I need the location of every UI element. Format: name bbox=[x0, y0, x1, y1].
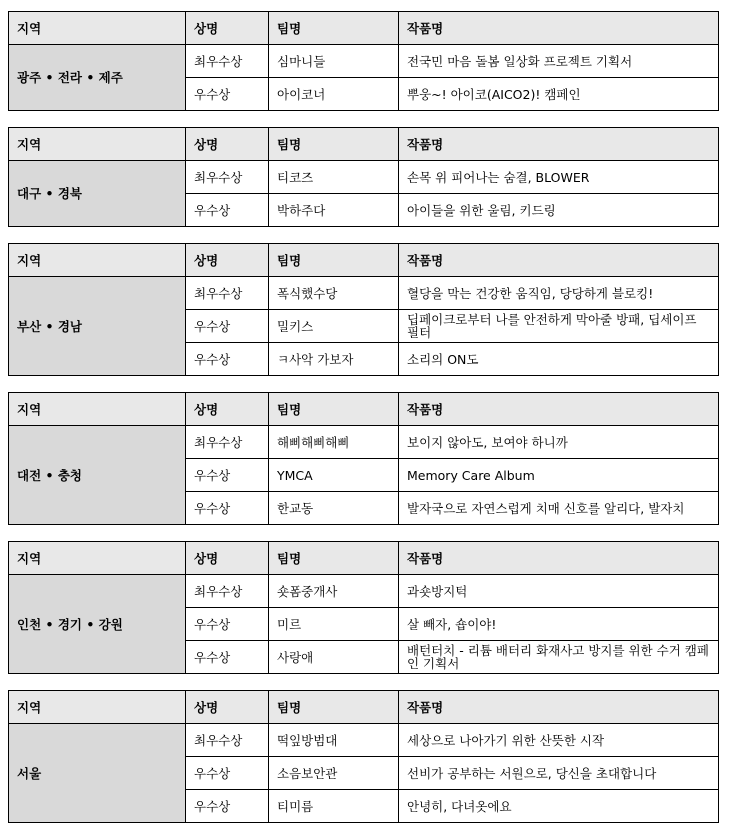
header-region: 지역 bbox=[9, 393, 186, 426]
award-cell: 최우수상 bbox=[186, 575, 269, 608]
award-cell: 최우수상 bbox=[186, 45, 269, 78]
work-cell: 살 빼자, 숍이야! bbox=[399, 608, 719, 641]
header-region: 지역 bbox=[9, 128, 186, 161]
work-cell: 아이들을 위한 울림, 키드링 bbox=[399, 194, 719, 227]
header-work: 작품명 bbox=[399, 393, 719, 426]
award-table bbox=[8, 11, 719, 111]
table-row bbox=[9, 575, 719, 608]
team-cell: 해삐해삐해삐 bbox=[269, 426, 399, 459]
award-cell: 최우수상 bbox=[186, 161, 269, 194]
work-cell: 혈당을 막는 건강한 움직임, 당당하게 블로킹! bbox=[399, 277, 719, 310]
work-cell: 발자국으로 자연스럽게 치매 신호를 알리다, 발자치 bbox=[399, 492, 719, 525]
header-team: 팀명 bbox=[269, 128, 399, 161]
header-work: 작품명 bbox=[399, 12, 719, 45]
award-table bbox=[8, 690, 719, 823]
table-row bbox=[9, 161, 719, 194]
award-cell: 최우수상 bbox=[186, 426, 269, 459]
region-name: 대구 • 경북 bbox=[9, 161, 186, 227]
award-cell: 최우수상 bbox=[186, 277, 269, 310]
award-cell: 우수상 bbox=[186, 78, 269, 111]
header-region: 지역 bbox=[9, 12, 186, 45]
work-cell: 과숏방지턱 bbox=[399, 575, 719, 608]
table-header-row bbox=[9, 244, 719, 277]
header-award: 상명 bbox=[186, 393, 269, 426]
header-work: 작품명 bbox=[399, 542, 719, 575]
region-name: 부산 • 경남 bbox=[9, 277, 186, 376]
award-cell: 우수상 bbox=[186, 757, 269, 790]
award-cell: 우수상 bbox=[186, 641, 269, 674]
table-header-row bbox=[9, 128, 719, 161]
table-header-row bbox=[9, 691, 719, 724]
team-cell: 티코즈 bbox=[269, 161, 399, 194]
team-cell: ㅋ사악 가보자 bbox=[269, 343, 399, 376]
work-cell: 전국민 마음 돌봄 일상화 프로젝트 기획서 bbox=[399, 45, 719, 78]
header-region: 지역 bbox=[9, 244, 186, 277]
team-cell: 한교동 bbox=[269, 492, 399, 525]
award-table bbox=[8, 392, 719, 525]
header-team: 팀명 bbox=[269, 244, 399, 277]
header-team: 팀명 bbox=[269, 393, 399, 426]
region-name: 인천 • 경기 • 강원 bbox=[9, 575, 186, 674]
team-cell: 박하주다 bbox=[269, 194, 399, 227]
table-header-row bbox=[9, 12, 719, 45]
table-header-row bbox=[9, 393, 719, 426]
header-team: 팀명 bbox=[269, 542, 399, 575]
header-award: 상명 bbox=[186, 128, 269, 161]
table-row bbox=[9, 45, 719, 78]
work-cell: 선비가 공부하는 서원으로, 당신을 초대합니다 bbox=[399, 757, 719, 790]
header-region: 지역 bbox=[9, 691, 186, 724]
work-cell: Memory Care Album bbox=[399, 459, 719, 492]
award-cell: 우수상 bbox=[186, 459, 269, 492]
award-cell: 최우수상 bbox=[186, 724, 269, 757]
team-cell: YMCA bbox=[269, 459, 399, 492]
award-cell: 우수상 bbox=[186, 310, 269, 343]
table-row bbox=[9, 277, 719, 310]
work-cell: 안녕히, 다녀옷에요 bbox=[399, 790, 719, 823]
team-cell: 티미름 bbox=[269, 790, 399, 823]
region-name: 광주 • 전라 • 제주 bbox=[9, 45, 186, 111]
header-work: 작품명 bbox=[399, 128, 719, 161]
team-cell: 폭식했수당 bbox=[269, 277, 399, 310]
header-work: 작품명 bbox=[399, 691, 719, 724]
work-cell: 뿌웅~! 아이코(AICO2)! 캠페인 bbox=[399, 78, 719, 111]
header-award: 상명 bbox=[186, 12, 269, 45]
award-table bbox=[8, 127, 719, 227]
header-award: 상명 bbox=[186, 542, 269, 575]
header-work: 작품명 bbox=[399, 244, 719, 277]
header-award: 상명 bbox=[186, 244, 269, 277]
header-region: 지역 bbox=[9, 542, 186, 575]
work-cell: 소리의 ON도 bbox=[399, 343, 719, 376]
award-table bbox=[8, 243, 719, 376]
header-team: 팀명 bbox=[269, 691, 399, 724]
work-cell: 보이지 않아도, 보여야 하니까 bbox=[399, 426, 719, 459]
work-cell: 배턴터치 - 리튬 배터리 화재사고 방지를 위한 수거 캠페인 기획서 bbox=[399, 641, 719, 674]
award-cell: 우수상 bbox=[186, 790, 269, 823]
region-name: 대전 • 충청 bbox=[9, 426, 186, 525]
team-cell: 미르 bbox=[269, 608, 399, 641]
table-row bbox=[9, 724, 719, 757]
team-cell: 밀키스 bbox=[269, 310, 399, 343]
award-cell: 우수상 bbox=[186, 194, 269, 227]
table-header-row bbox=[9, 542, 719, 575]
table-row bbox=[9, 426, 719, 459]
work-cell: 딥페이크로부터 나를 안전하게 막아줄 방패, 딥세이프 필터 bbox=[399, 310, 719, 343]
header-award: 상명 bbox=[186, 691, 269, 724]
region-name: 서울 bbox=[9, 724, 186, 823]
award-tables bbox=[8, 11, 718, 839]
work-cell: 손목 위 피어나는 숨결, BLOWER bbox=[399, 161, 719, 194]
award-cell: 우수상 bbox=[186, 492, 269, 525]
work-cell: 세상으로 나아가기 위한 산뜻한 시작 bbox=[399, 724, 719, 757]
team-cell: 사랑애 bbox=[269, 641, 399, 674]
award-table bbox=[8, 541, 719, 674]
header-team: 팀명 bbox=[269, 12, 399, 45]
team-cell: 아이코너 bbox=[269, 78, 399, 111]
team-cell: 심마니들 bbox=[269, 45, 399, 78]
award-cell: 우수상 bbox=[186, 343, 269, 376]
award-cell: 우수상 bbox=[186, 608, 269, 641]
team-cell: 떡잎방범대 bbox=[269, 724, 399, 757]
team-cell: 숏폼중개사 bbox=[269, 575, 399, 608]
team-cell: 소음보안관 bbox=[269, 757, 399, 790]
